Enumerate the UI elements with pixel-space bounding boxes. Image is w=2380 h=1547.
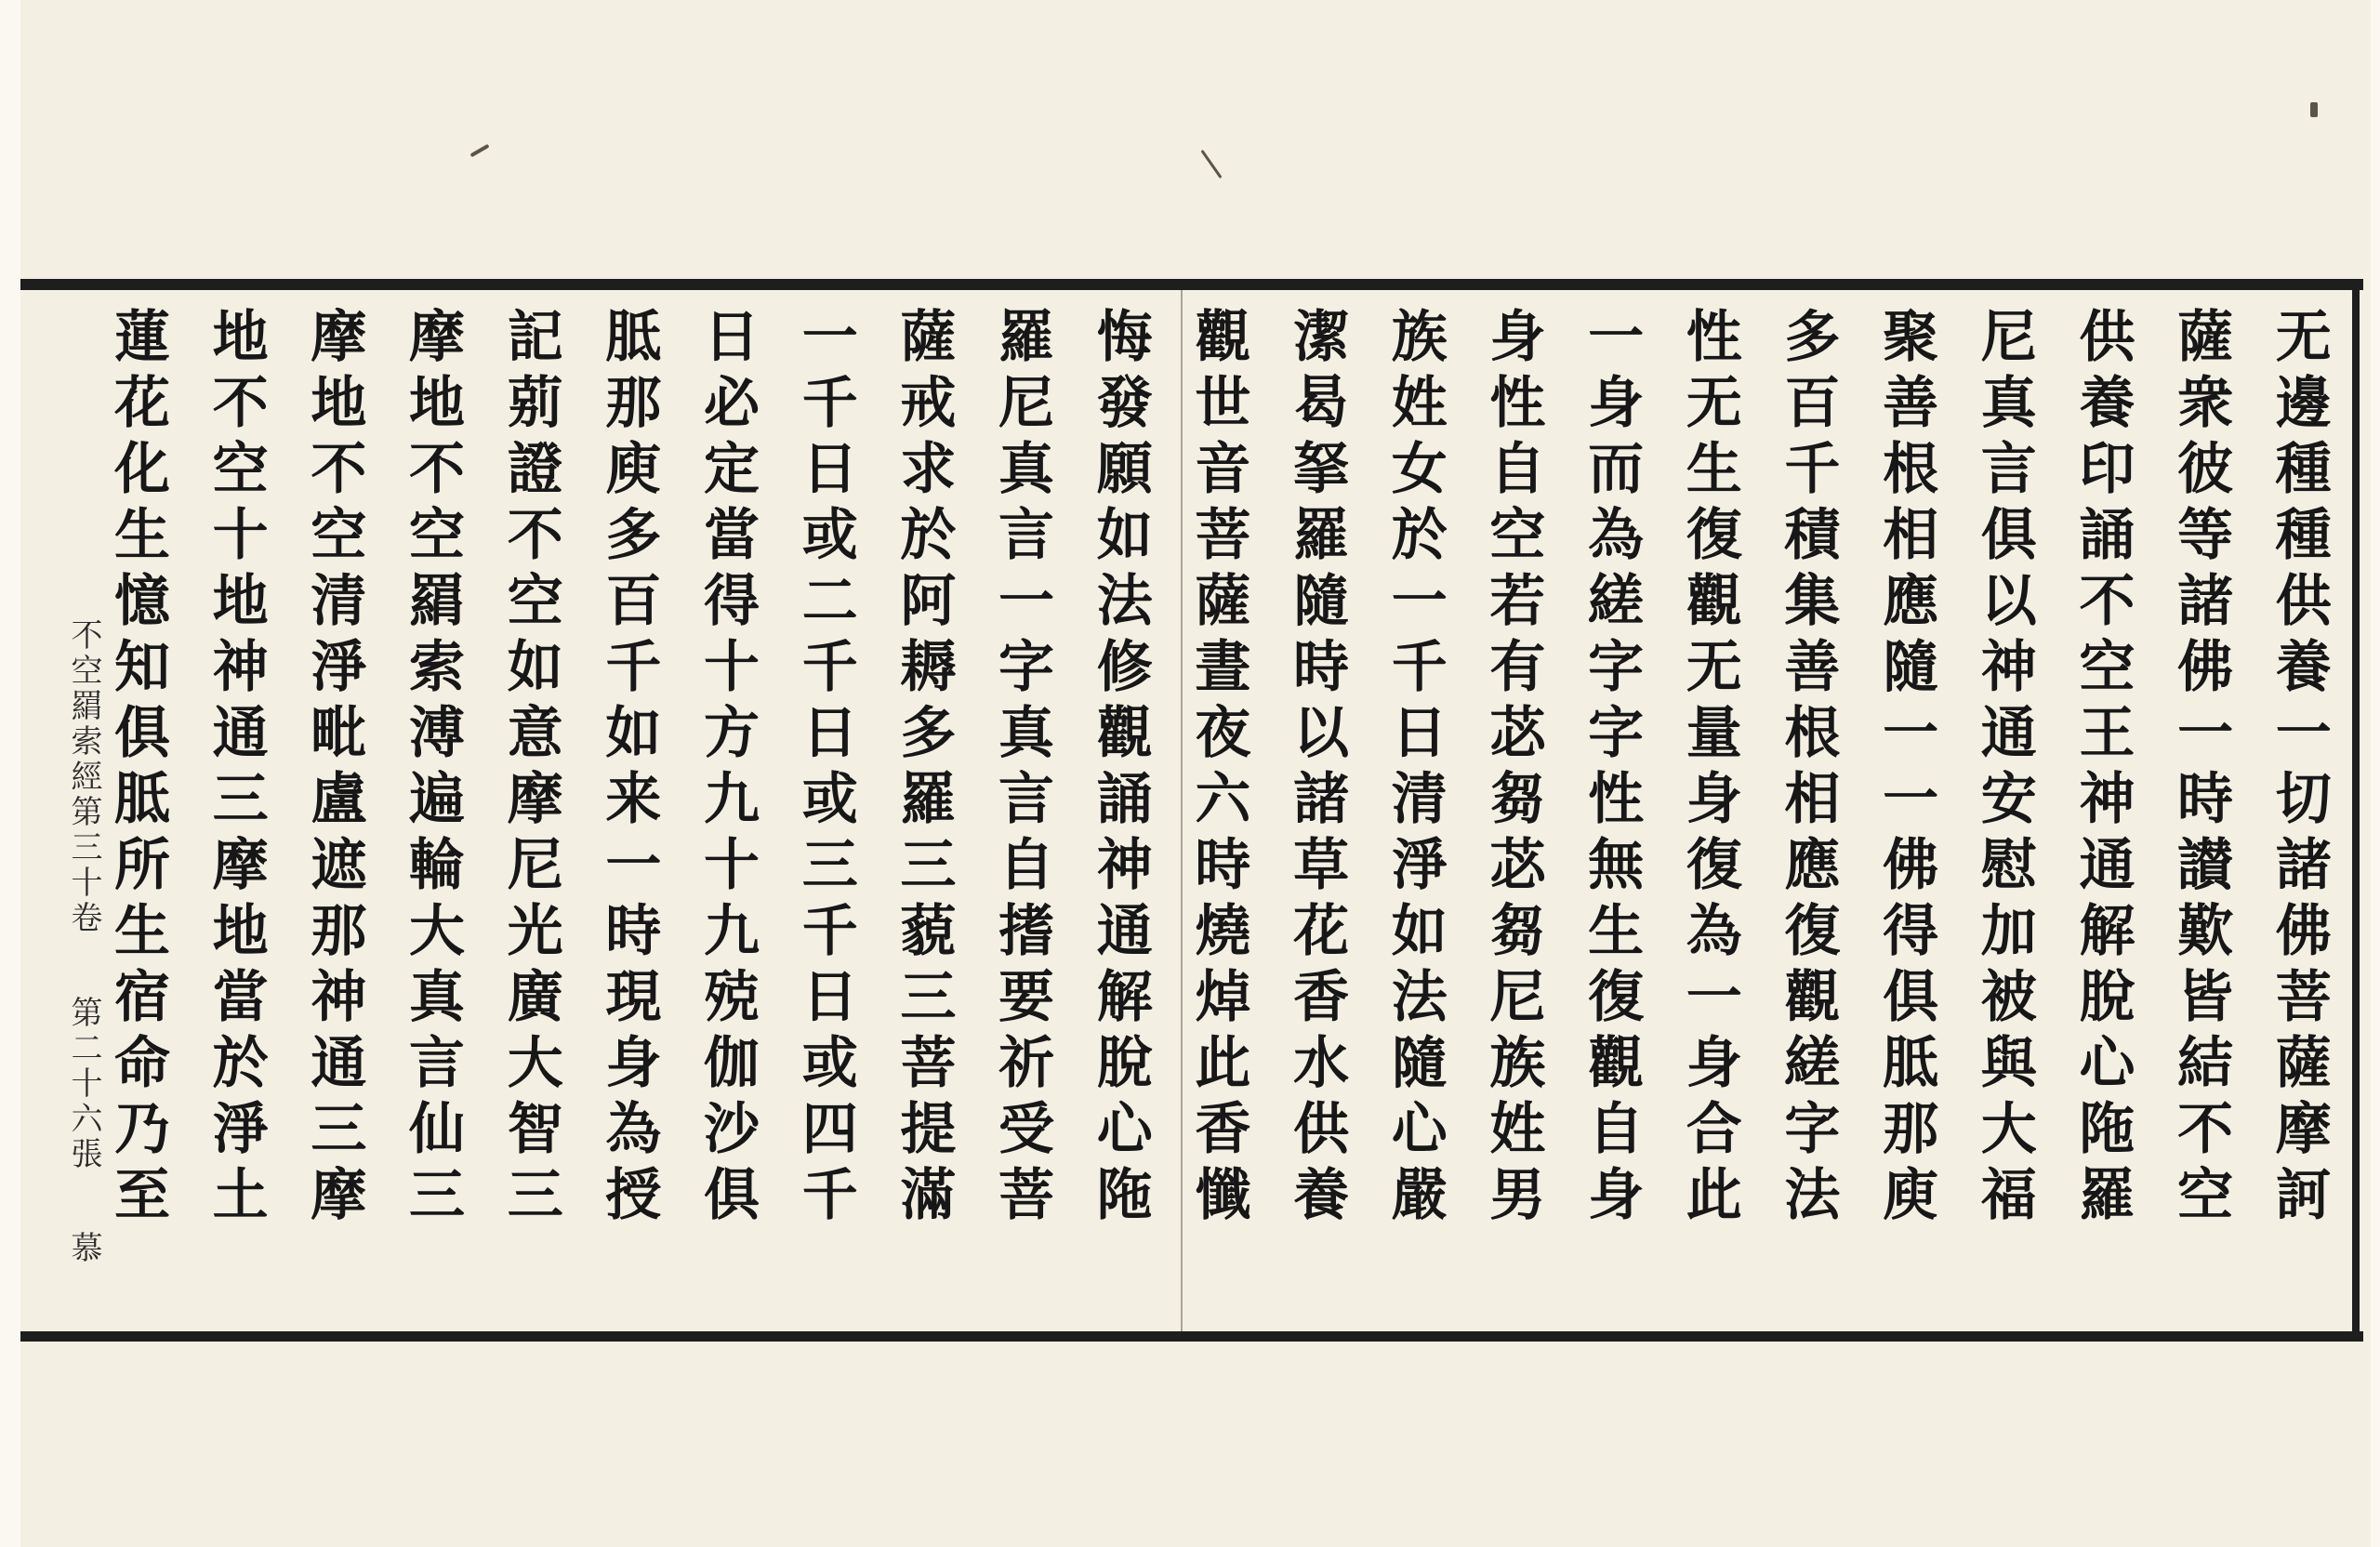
text-column: 一千日或二千日或三千日或四千 xyxy=(792,307,858,1231)
text-column: 薩衆彼等諸佛一時讃歎皆結不空 xyxy=(2168,307,2234,1231)
border-rule-bottom xyxy=(20,1331,2363,1342)
paper-edge-right xyxy=(2371,0,2380,1547)
carver-mark: 慕 xyxy=(65,1231,102,1267)
margin-note xyxy=(65,618,102,1266)
text-column: 蓮花化生憶知俱胝所生宿命乃至 xyxy=(105,307,170,1231)
text-column: 身性自空若有苾芻苾芻尼族姓男 xyxy=(1480,307,1546,1231)
border-rule-top xyxy=(20,279,2363,290)
text-column: 記莂證不空如意摩尼光廣大智三 xyxy=(497,307,563,1231)
text-column: 潔曷拏羅隨時以諸草花香水供養 xyxy=(1284,307,1350,1231)
text-column: 多百千積集善根相應復觀縒字法 xyxy=(1775,307,1841,1231)
text-column: 无邊種種供養一切諸佛菩薩摩訶 xyxy=(2266,307,2332,1231)
text-column: 地不空十地神通三摩地當於淨土 xyxy=(203,307,269,1231)
paper-speck xyxy=(2310,102,2318,117)
text-column: 胝那庾多百千如来一時現身為授 xyxy=(596,307,662,1231)
paper-speck xyxy=(469,144,489,157)
text-column: 聚善根相應隨一一佛得俱胝那庾 xyxy=(1873,307,1939,1231)
text-column: 日必定當得十方九十九殑伽沙俱 xyxy=(694,307,760,1231)
text-column: 薩戒求於阿耨多羅三藐三菩提滿 xyxy=(891,307,957,1231)
text-column: 觀世音菩薩晝夜六時燒焯此香懺 xyxy=(1185,307,1251,1231)
scripture-text-block xyxy=(93,307,2343,1329)
text-column: 悔發願如法修觀誦神通解脫心陁 xyxy=(1087,307,1153,1231)
text-column: 性无生復觀无量身復為一身合此 xyxy=(1676,307,1742,1231)
text-column: 尼真言俱以神通安慰加被與大福 xyxy=(1971,307,2037,1231)
text-column: 摩地不空清淨毗盧遮那神通三摩 xyxy=(301,307,367,1231)
text-column: 羅尼真言一字真言自搘要祈受菩 xyxy=(989,307,1055,1231)
text-column: 一身而為縒字字性無生復觀自身 xyxy=(1579,307,1645,1231)
text-column: 摩地不空羂索溥遍輪大真言仙三 xyxy=(400,307,466,1231)
sutra-volume-title: 不空羂索經第三十卷 xyxy=(65,618,102,936)
paper-speck xyxy=(1200,150,1222,178)
border-rule-right xyxy=(2352,279,2360,1342)
paper-edge-left xyxy=(0,0,20,1547)
text-column: 供養印誦不空王神通解脫心陁羅 xyxy=(2069,307,2135,1231)
text-column: 族姓女於一千日清淨如法隨心嚴 xyxy=(1382,307,1448,1231)
leaf-number: 第二十六張 xyxy=(65,995,102,1172)
